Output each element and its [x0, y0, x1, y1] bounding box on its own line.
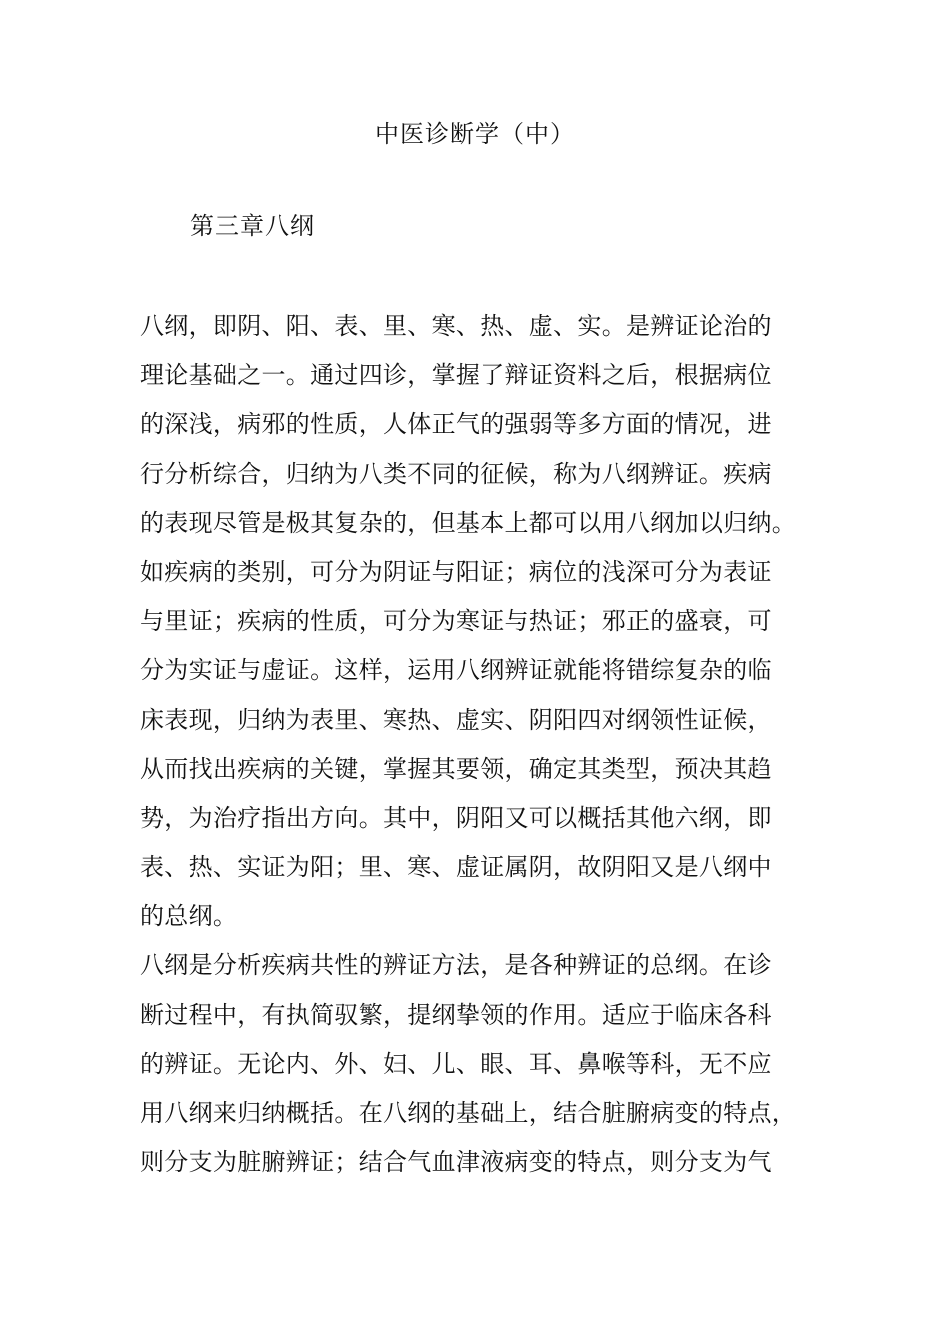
text-line: 的深浅，病邪的性质，人体正气的强弱等多方面的情况，进: [140, 410, 772, 439]
text-line: 的辨证。无论内、外、妇、儿、眼、耳、鼻喉等科，无不应: [140, 1049, 772, 1078]
text-line: 表、热、实证为阳；里、寒、虚证属阴，故阴阳又是八纲中: [140, 853, 772, 882]
text-line: 床表现，归纳为表里、寒热、虚实、阴阳四对纲领性证候，: [140, 705, 772, 734]
text-line: 八纲是分析疾病共性的辨证方法，是各种辨证的总纲。在诊: [140, 951, 772, 980]
text-line: 的总纲。: [140, 902, 238, 931]
text-line: 则分支为脏腑辨证；结合气血津液病变的特点，则分支为气: [140, 1148, 772, 1177]
text-line: 行分析综合，归纳为八类不同的征候，称为八纲辨证。疾病: [140, 459, 772, 488]
text-line: 用八纲来归纳概括。在八纲的基础上，结合脏腑病变的特点，: [140, 1099, 797, 1127]
text-line: 与里证；疾病的性质，可分为寒证与热证；邪正的盛衰，可: [140, 607, 772, 636]
document-title: 中医诊断学（中）: [375, 120, 575, 148]
text-line: 断过程中，有执简驭繁，提纲挚领的作用。适应于临床各科: [140, 1000, 772, 1029]
text-line: 八纲，即阴、阳、表、里、寒、热、虚、实。是辨证论治的: [140, 312, 772, 340]
text-line: 理论基础之一。通过四诊，掌握了辩证资料之后，根据病位: [140, 361, 772, 390]
text-line: 势，为治疗指出方向。其中，阴阳又可以概括其他六纲，即: [140, 803, 772, 832]
text-line: 从而找出疾病的关键，掌握其要领，确定其类型，预决其趋: [140, 754, 772, 783]
chapter-heading: 第三章八纲: [190, 212, 315, 240]
text-line: 分为实证与虚证。这样，运用八纲辨证就能将错综复杂的临: [140, 656, 772, 685]
body-text: [140, 308, 840, 1193]
text-line: 的表现尽管是极其复杂的，但基本上都可以用八纲加以归纳。: [140, 508, 797, 537]
text-line: 如疾病的类别，可分为阴证与阳证；病位的浅深可分为表证: [140, 557, 772, 586]
